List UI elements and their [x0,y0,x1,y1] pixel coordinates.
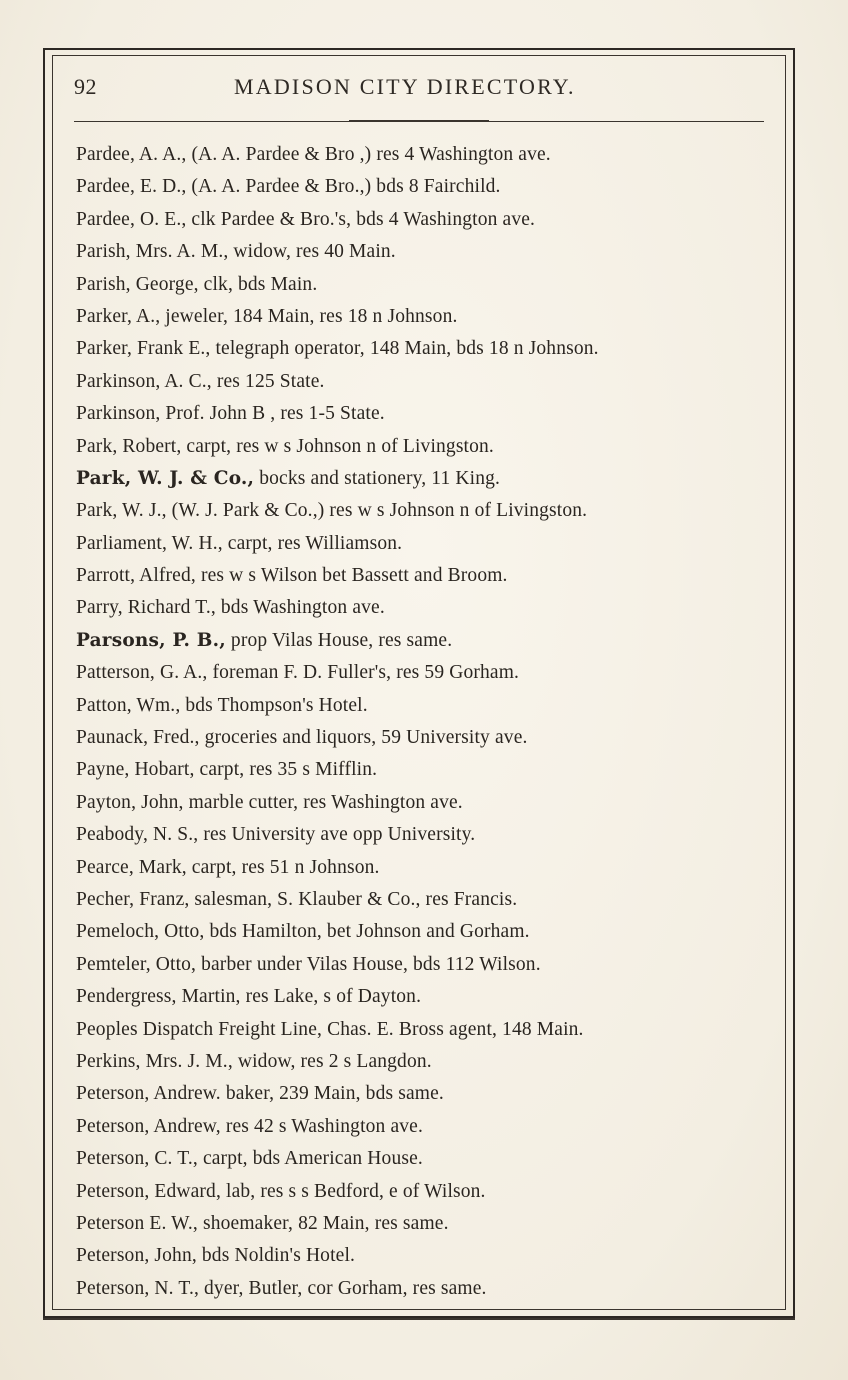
directory-entry [76,528,776,560]
entry-text: Parker, A., jeweler, 184 Main, res 18 n Johnson. [76,305,458,327]
directory-entry [76,852,776,884]
entry-text: Parkinson, A. C., res 125 State. [76,370,325,392]
entry-text: Pendergress, Martin, res Lake, s of Dayton. [76,986,422,1008]
entry-text: Pardee, O. E., clk Pardee & Bro.'s, bds 4 Washington ave. [76,208,536,230]
entry-text: Pecher, Franz, salesman, S. Klauber & Co., res Francis. [76,888,518,910]
bottom-rule [43,1318,795,1320]
directory-entry [76,949,776,981]
entry-text: Pemteler, Otto, barber under Vilas House, bds 112 Wilson. [76,953,541,975]
entry-text: Parish, George, clk, bds Main. [76,273,318,295]
entry-text: Pardee, A. A., (A. A. Pardee & Bro ,) res 4 Washington ave. [76,144,551,165]
entry-text: Pardee, E. D., (A. A. Pardee & Bro.,) bds 8 Fairchild. [76,176,501,198]
entry-text: Parkinson, Prof. John B , res 1-5 State. [76,403,385,425]
entry-text: Peterson, Andrew, res 42 s Washington ave. [76,1115,424,1137]
page-header [74,74,764,104]
entry-text: Park, W. J., (W. J. Park & Co.,) res w s Johnson n of Livingston. [76,500,588,522]
entry-text: Peabody, N. S., res University ave opp University. [76,824,476,846]
entry-text: Peterson, Edward, lab, res s s Bedford, e of Wilson. [76,1180,486,1202]
directory-entry [76,366,776,398]
entry-text: Payne, Hobart, carpt, res 35 s Mifflin. [76,759,378,781]
directory-entry [76,1208,776,1240]
directory-entry [76,916,776,948]
directory-entry [76,981,776,1013]
directory-entry [76,171,776,203]
entry-text: Peterson, N. T., dyer, Butler, cor Gorham, res same. [76,1277,487,1299]
directory-entry [76,1111,776,1143]
entry-text: Payton, John, marble cutter, res Washington ave. [76,791,463,813]
directory-entry [76,1046,776,1078]
directory-entry [76,884,776,916]
directory-entry [76,657,776,689]
directory-entry [76,495,776,527]
entry-text: Parish, Mrs. A. M., widow, res 40 Main. [76,241,396,263]
entry-text: Peoples Dispatch Freight Line, Chas. E. Bross agent, 148 Main. [76,1018,584,1040]
entry-text: Peterson, John, bds Noldin's Hotel. [76,1245,356,1267]
entry-text: prop Vilas House, res same. [225,629,453,651]
directory-entry [76,463,776,495]
entry-bold-name: Parsons, P. B., [76,629,226,651]
directory-entry [76,690,776,722]
directory-entry [76,269,776,301]
entry-text: Pemeloch, Otto, bds Hamilton, bet Johnson and Gorham. [76,921,530,943]
directory-entry [76,722,776,754]
entry-text: Patterson, G. A., foreman F. D. Fuller's, res 59 Gorham. [76,662,520,684]
directory-entry [76,1143,776,1175]
directory-entry [76,204,776,236]
header-rule [74,121,764,122]
directory-entry [76,333,776,365]
directory-entry [76,139,776,171]
directory-entry [76,819,776,851]
directory-entry [76,301,776,333]
directory-entry [76,787,776,819]
directory-entry [76,236,776,268]
directory-entry [76,754,776,786]
entry-bold-name: Park, W. J. & Co., [76,467,255,489]
entry-text: Park, Robert, carpt, res w s Johnson n of Livingston. [76,435,494,457]
entry-text: Parry, Richard T., bds Washington ave. [76,597,385,619]
running-title: MADISON CITY DIRECTORY. [234,74,576,99]
entry-text: Patton, Wm., bds Thompson's Hotel. [76,694,368,716]
directory-entry [76,592,776,624]
entry-text: Parker, Frank E., telegraph operator, 148 Main, bds 18 n Johnson. [76,338,599,360]
entry-text: Parrott, Alfred, res w s Wilson bet Bassett and Broom. [76,565,508,587]
entry-text: Peterson, C. T., carpt, bds American House. [76,1148,423,1170]
directory-entry [76,431,776,463]
directory-entry [76,398,776,430]
entry-text: Paunack, Fred., groceries and liquors, 59 University ave. [76,727,528,749]
directory-entries [76,139,776,1305]
directory-entry [76,1273,776,1305]
directory-entry [76,1078,776,1110]
directory-entry [76,560,776,592]
entry-text: Perkins, Mrs. J. M., widow, res 2 s Langdon. [76,1050,432,1072]
directory-entry [76,625,776,657]
entry-text: Pearce, Mark, carpt, res 51 n Johnson. [76,856,380,878]
entry-text: Peterson, Andrew. baker, 239 Main, bds same. [76,1083,444,1105]
entry-text: Peterson E. W., shoemaker, 82 Main, res same. [76,1212,449,1234]
entry-text: Parliament, W. H., carpt, res Williamson. [76,532,403,554]
page-number: 92 [74,74,97,99]
directory-entry [76,1176,776,1208]
entry-text: bocks and stationery, 11 King. [254,467,501,489]
directory-entry [76,1014,776,1046]
directory-entry [76,1240,776,1272]
